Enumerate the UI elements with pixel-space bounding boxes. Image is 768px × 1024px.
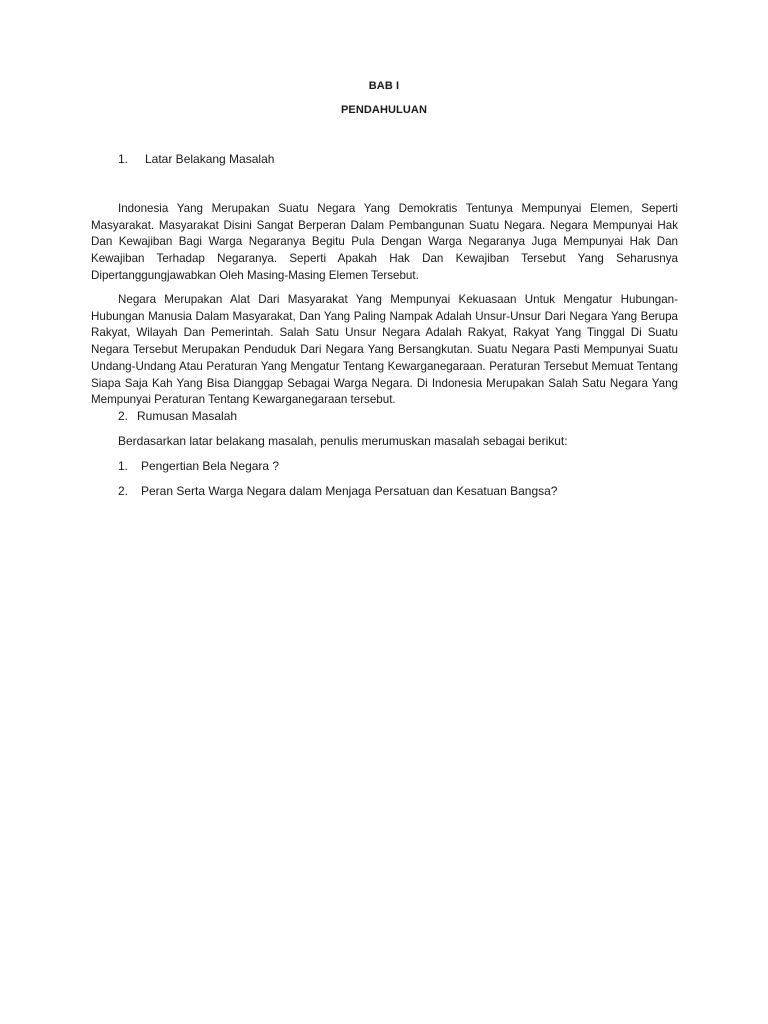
section-1-title: Latar Belakang Masalah <box>145 152 275 166</box>
section-1-number: 1. <box>118 152 129 166</box>
section-2-title: Rumusan Masalah <box>137 409 238 423</box>
section-2-intro: Berdasarkan latar belakang masalah, penulis merumuskan masalah sebagai berikut: <box>118 434 568 448</box>
paragraph-1: Indonesia Yang Merupakan Suatu Negara Yang Demokratis Tentunya Mempunyai Elemen, Seperti Masyarakat. Masyarakat Disini Sangat Berperan Dalam Pembangunan Suatu Negara. Negara Mempunyai Hak Dan Kewajiban Bagi Warga Negaranya Begitu Pula Dengan Warga Negaranya Juga Mempunyai Hak Dan Kewajiban Terhadap Negaranya. Seperti Apakah Hak Dan Kewajiban Tersebut Yang Seharusnya Dipertanggungjawabkan Oleh Masing-Masing Elemen Tersebut. <box>91 202 678 282</box>
list-item <box>118 459 279 474</box>
section-1-heading <box>118 152 274 167</box>
section-2-number: 2. <box>118 409 129 423</box>
list-item-number: 2. <box>118 484 129 498</box>
chapter-title: PENDAHULUAN <box>340 104 428 116</box>
list-item <box>118 484 557 499</box>
list-item-text: Pengertian Bela Negara ? <box>141 459 280 473</box>
section-2-heading <box>118 409 237 424</box>
list-item-number: 1. <box>118 459 129 473</box>
chapter-heading: BAB I <box>368 80 400 92</box>
paragraph-2: Negara Merupakan Alat Dari Masyarakat Yang Mempunyai Kekuasaan Untuk Mengatur Hubungan-Hubungan Manusia Dalam Masyarakat, Dan Yang Paling Nampak Adalah Unsur-Unsur Dari Negara Yang Berupa Rakyat, Wilayah Dan Pemerintah. Salah Satu Unsur Negara Adalah Rakyat, Rakyat Yang Tinggal Di Suatu Negara Tersebut Merupakan Penduduk Dari Negara Yang Bersangkutan. Suatu Negara Pasti Mempunyai Suatu Undang-Undang Atau Peraturan Yang Mengatur Tentang Kewarganegaraan. Peraturan Tersebut Memuat Tentang Siapa Saja Kah Yang Bisa Dianggap Sebagai Warga Negara. Di Indonesia Merupakan Salah Satu Negara Yang Mempunyai Peraturan Tentang Kewarganegaraan tersebut. <box>91 293 678 407</box>
list-item-text: Peran Serta Warga Negara dalam Menjaga Persatuan dan Kesatuan Bangsa? <box>141 484 558 498</box>
